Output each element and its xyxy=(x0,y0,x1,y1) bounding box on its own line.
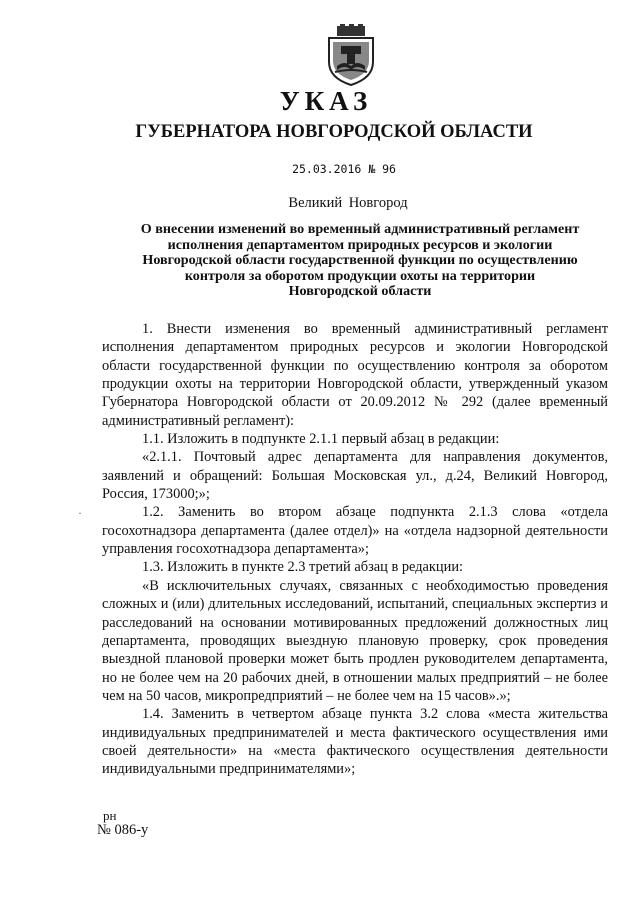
paragraph-1-3-quote: «В исключительных случаях, связанных с необходимостью проведения сложных и (или) длительных исследований, испытаний, специальных экспертиз и расследований на основании мотивированных предложений должностных лиц департамента, проводящих выездную плановую проверку, срок проведения выездной плановой проверки может быть продлен руководителем департамента, но не более чем на 20 рабочих дней, в отношении малых предприятий – не более чем на 50 часов, микропредприятий – не более чем на 15 часов».»; xyxy=(102,577,608,704)
heading-line: контроля за оборотом продукции охоты на территории xyxy=(184,267,536,284)
decree-body xyxy=(102,320,608,779)
heading-line: исполнения департаментом природных ресурсов и экологии xyxy=(167,236,553,253)
margin-mark: · xyxy=(78,506,82,520)
paragraph-1: 1. Внести изменения во временный административный регламент исполнения департаментом природных ресурсов и экологии Новгородской области государственной функции по осуществлению контроля за оборотом продукции охоты на территории Новгородской области, утвержденный указом Губернатора Новгородской области от 20.09.2012 № 292 (далее временный административный регламент): xyxy=(102,321,608,429)
document-city: Великий Новгород xyxy=(288,195,408,211)
document-subtitle: ГУБЕРНАТОРА НОВГОРОДСКОЙ ОБЛАСТИ xyxy=(135,122,533,142)
paragraph-1-3: 1.3. Изложить в пункте 2.3 третий абзац в редакции: xyxy=(142,559,464,576)
paragraph-1-1-quote: «2.1.1. Почтовый адрес департамента для направления документов, заявлений и обращений: Большая Московская ул., д.24, Великий Новгород, Россия, 173000;»; xyxy=(102,449,608,503)
executor-initials: рн xyxy=(103,808,117,823)
paragraph-1-1: 1.1. Изложить в подпункте 2.1.1 первый абзац в редакции: xyxy=(142,431,500,448)
coat-of-arms-icon xyxy=(325,24,377,86)
heading-line: Новгородской области государственной функции по осуществлению xyxy=(142,252,578,269)
paragraph-1-2: 1.2. Заменить во втором абзаце подпункта 2.1.3 слова «отдела госохотнадзора департамента (далее отдел)» на «отдела надзорной деятельности управления госохотнадзора департамента»; xyxy=(102,504,608,558)
document-title: УКАЗ xyxy=(279,86,373,116)
heading-line: О внесении изменений во временный административный регламент xyxy=(140,221,580,237)
heading-line: Новгородской области xyxy=(288,283,432,300)
document-date-number: 25.03.2016 № 96 xyxy=(292,162,396,176)
decree-heading xyxy=(120,222,600,300)
document-registration-number: № 086-у xyxy=(97,822,149,838)
paragraph-1-4: 1.4. Заменить в четвертом абзаце пункта 3.2 слова «места жительства индивидуальных предпринимателей и места фактического осуществления ими своей деятельности» на «места фактического осуществления деятельности индивидуальными предпринимателями»; xyxy=(102,706,608,778)
